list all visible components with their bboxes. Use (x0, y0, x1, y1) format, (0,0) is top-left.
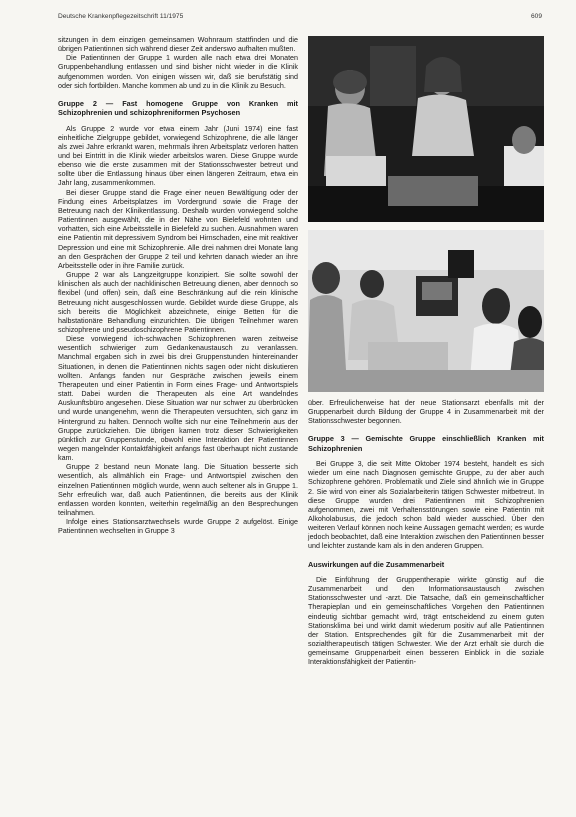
paragraph: Gruppe 2 bestand neun Monate lang. Die Situation besserte sich wesentlich, als allmählich ein Frage- und Antwortspiel zwischen den einzelnen Patientinnen möglich wurde, wenn auch seltener als in Gruppe 1. Sehr erfreulich war, daß auch Patientinnen, die bereits aus der Klinik entlassen worden konnten, weiterhin regelmäßig an den Besprechungen teilnahmen. (58, 463, 298, 518)
paragraph: sitzungen in dem einzigen gemeinsamen Wohnraum stattfinden und die übrigen Patientinnen sich während dieser Zeit anderswo aufhalten mußten. (58, 36, 298, 54)
running-head (58, 13, 542, 20)
paragraph: Gruppe 2 war als Langzeitgruppe konzipiert. Sie sollte sowohl der klinischen als auch der nachklinischen Betreuung dienen, aber dennoch so flexibel (und offen) sein, daß eine Beschränkung auf die rein klinische Betreuung nicht ausgeschlossen wurde. Gebildet wurde diese Gruppe, als sich bereits die Möglichkeit abzeichnete, einige Betten für die halbstationäre Behandlung einzurichten. Die übrigen Teilnehmer waren schizophrene und pseudoschizophrene Patientinnen. (58, 271, 298, 334)
paragraph: über. Erfreulicherweise hat der neue Stationsarzt ebenfalls mit der Gruppenarbeit durch Bildung der Gruppe 4 in Zusammenarbeit mit der Stationsschwester begonnen. (308, 399, 544, 426)
paragraph: Infolge eines Stationsarztwechsels wurde Gruppe 2 aufgelöst. Einige Patientinnen wechselten in Gruppe 3 (58, 518, 298, 536)
paragraph: Als Gruppe 2 wurde vor etwa einem Jahr (Juni 1974) eine fast einheitliche Zielgruppe gebildet, vorwiegend Schizophrene, die alle länger als zwei Jahre erkrankt waren, mehrmals ihren Arbeitsplatz verloren hatten und bei Eintritt in die Klinik wieder arbeitslos waren. Diese Gruppe wurde ebenso wie die erste zusammen mit der Stationsschwester betreut und sollte über die Entlassung hinaus über einen längeren Zeitraum, etwa ein Jahr lang, zusammenkommen. (58, 124, 298, 188)
paragraph: Bei dieser Gruppe stand die Frage einer neuen Bewältigung oder der Findung eines Arbeitsplatzes im Vordergrund sowie die Frage der Betreuung nach der Klinikentlassung. Deshalb wurden vorwiegend solche Patientinnen ausgewählt, die in der Nähe von Bielefeld wohnten und vorhatten, sich eine Arbeitsstelle in Bielefeld zu suchen. Ausnahmen waren eine Patientin mit depressivem Syndrom bei Hirnschaden, eine mit reaktiver Depression und eine mit Schizophrenie. Alle drei nahmen drei Monate lang an den Gesprächen der Gruppe 2 teil und kehrten danach wieder an ihre Arbeitsstelle oder in ihre Familie zurück. (58, 188, 298, 270)
photo-illustration (308, 230, 544, 392)
group-therapy-photo-bottom (308, 230, 544, 392)
left-column (58, 36, 298, 537)
section-heading: Gruppe 2 — Fast homogene Gruppe von Kranken mit Schizophrenien und schizophreniformen Psychosen (58, 98, 298, 118)
paragraph: Die Patientinnen der Gruppe 1 wurden alle nach etwa drei Monaten Gruppenbehandlung entlassen und sind bisher nicht wieder in die Klinik aufgenommen worden. Von einigen wissen wir, daß sie berufstätig sind oder sich fortbilden. Manche kommen ab und zu in die Klinik zu Besuch. (58, 54, 298, 90)
group-therapy-photo-top (308, 36, 544, 222)
right-column (308, 399, 544, 667)
journal-title: Deutsche Krankenpflegezeitschrift 11/1975 (58, 13, 184, 20)
paragraph: Die Einführung der Gruppentherapie wirkte günstig auf die Zusammenarbeit und den Informationsaustausch zwischen Stationsschwester und -arzt. Die Tatsache, daß ein gemeinschaftlicher Therapieplan und ein gemeinschaftliches Vorgehen den Patientinnen eindeutig sichtbar gemacht wird, trägt entscheidend zu einem guten Stationsklima bei und wirkt damit wiederum positiv auf alle Patientinnen der Station. Entsprechendes gilt für die Zusammenarbeit mit der sozialtherapeutisch tätigen Schwester. Wie der Arzt erhält sie durch die gemeinsame Gruppenarbeit einen besseren Einblick in die soziale Interaktionsfähigkeit der Patientin- (308, 575, 544, 667)
section-heading: Auswirkungen auf die Zusammenarbeit (308, 559, 445, 569)
photo-illustration (308, 36, 544, 222)
page-number: 609 (530, 13, 542, 20)
paragraph: Diese vorwiegend ich-schwachen Schizophrenen waren zeitweise wesentlich schwieriger zum Gedankenaustausch zu veranlassen. Manchmal ergaben sich in zwei bis drei Gruppenstunden hintereinander Situationen, in denen die Patientinnen nichts sagen oder nicht diskutieren wollten. Anfangs fanden nur Gespräche zwischen jeweils einem Therapeuten und einer Patientin in Form eines Frage- und Antwortspiels statt. Dabei wurden die Therapeuten als eine Art wandelndes Auskunftsbüro angesehen. Diese Situation war nur schwer zu überbrücken und wurde unangenehm, wenn die Therapeuten versuchten, sich ganz im Hintergrund zu halten. Dennoch wollte sich nur eine Teilnehmerin aus der Gruppe zurückziehen. Die übrigen kamen trotz dieser Schwierigkeiten pünktlich zur Gruppenstunde, obwohl eine Interaktion der Patientinnen wegen mangelnder Kontaktfähigkeit anfangs fast überhaupt nicht zustande kam. (58, 335, 298, 463)
section-heading: Gruppe 3 — Gemischte Gruppe einschließlich Kranken mit Schizophrenien (308, 434, 544, 453)
paragraph: Bei Gruppe 3, die seit Mitte Oktober 1974 besteht, handelt es sich wieder um eine nach Diagnosen gemischte Gruppe, zu der aber auch Schizophrene gehören. Problematik und Ziele sind ähnlich wie in Gruppe 2. Sie wird von einer als Sozialarbeiterin tätigen Schwester mitbetreut. In diese Gruppe wurden drei Patientinnen mit Schizophrenien aufgenommen, zwei mit Verhaltensstörungen sowie eine Patientin mit Alkoholabusus, die jedoch schon bald wieder ausschied. Über den weiteren Verlauf können noch keine Aussagen gemacht werden; es wurde jedoch beobachtet, daß eine Interaktion zwischen den Patientinnen besser und leichter zustande kam als in den anderen Gruppen. (308, 460, 544, 551)
